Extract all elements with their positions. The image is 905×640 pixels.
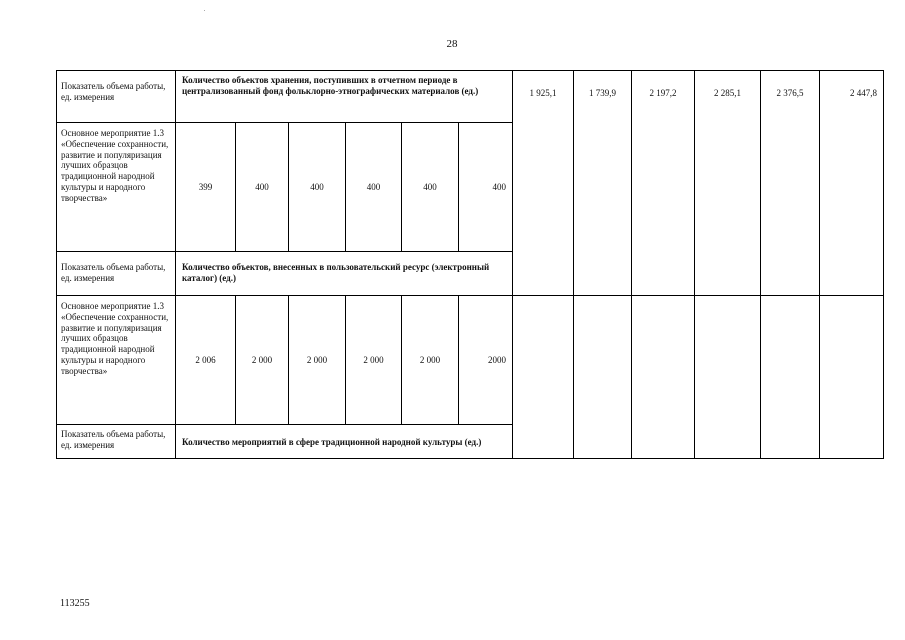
table-row-indicator-1 (57, 71, 884, 123)
right-value-6: 2 447,8 (820, 71, 884, 296)
performance-table (56, 70, 884, 459)
indicator-label: Показатель объема работы, ед. измерения (57, 71, 176, 123)
value-cell: 2 000 (346, 296, 402, 425)
section-header-catalog-objects: Количество объектов, внесенных в пользовательский ресурс (электронный каталог) (ед.) (176, 252, 513, 296)
indicator-label: Показатель объема работы, ед. измерения (57, 425, 176, 459)
empty-cell (695, 296, 761, 459)
right-value-1: 1 925,1 (513, 71, 574, 296)
table-row-activity-2 (57, 296, 884, 425)
value-cell: 400 (346, 123, 402, 252)
activity-label: Основное мероприятие 1.3 «Обеспечение сохранности, развитие и популяризация лучших образцов традиционной народной культуры и народного творчества» (57, 296, 176, 425)
value-cell: 400 (289, 123, 346, 252)
indicator-label: Показатель объема работы, ед. измерения (57, 252, 176, 296)
right-value-3: 2 197,2 (632, 71, 695, 296)
value-cell: 400 (236, 123, 289, 252)
value-cell: 2 000 (402, 296, 459, 425)
document-code: 113255 (60, 598, 90, 609)
right-value-4: 2 285,1 (695, 71, 761, 296)
value-cell: 400 (402, 123, 459, 252)
right-value-2: 1 739,9 (574, 71, 632, 296)
value-cell: 2 000 (236, 296, 289, 425)
empty-cell (761, 296, 820, 459)
value-cell: 399 (176, 123, 236, 252)
section-header-events: Количество мероприятий в сфере традиционной народной культуры (ед.) (176, 425, 513, 459)
empty-cell (574, 296, 632, 459)
value-cell: 400 (459, 123, 513, 252)
value-cell: 2 006 (176, 296, 236, 425)
section-header-storage-objects: Количество объектов хранения, поступивших в отчетном периоде в централизованный фонд фольклорно-этнографических материалов (ед.) (176, 71, 513, 123)
activity-label: Основное мероприятие 1.3 «Обеспечение сохранности, развитие и популяризация лучших образцов традиционной народной культуры и народного творчества» (57, 123, 176, 252)
empty-cell (820, 296, 884, 459)
scan-speck (204, 10, 205, 11)
right-value-5: 2 376,5 (761, 71, 820, 296)
value-cell: 2000 (459, 296, 513, 425)
empty-cell (632, 296, 695, 459)
empty-cell (513, 296, 574, 459)
page-number: 28 (446, 38, 458, 50)
value-cell: 2 000 (289, 296, 346, 425)
